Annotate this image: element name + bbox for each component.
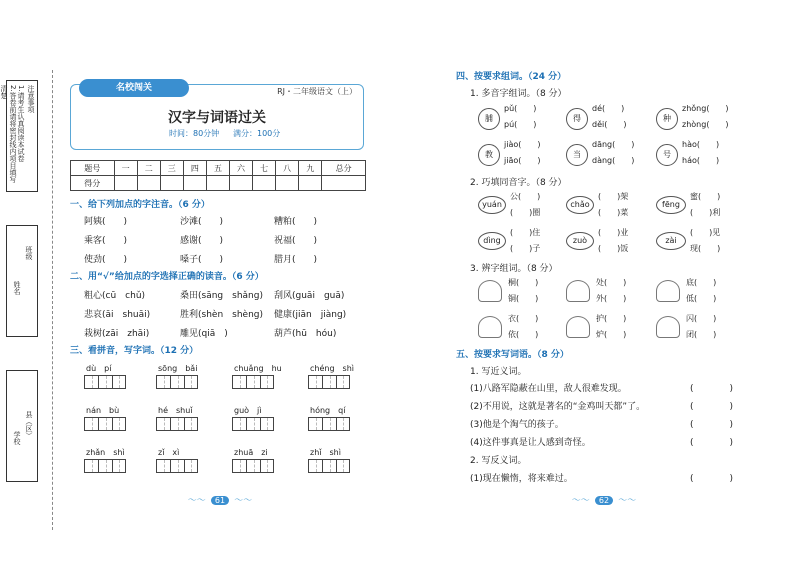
s1-item[interactable]: 阿姨( ) [84,217,128,227]
s1-item[interactable]: 感谢( ) [180,236,224,246]
write-box[interactable] [84,417,126,431]
pinyin-badge: fēng [656,196,686,214]
s5-item: (1)八路军隐蔽在山里，敌人很难发现。 [470,384,627,394]
reading-a[interactable]: zhǒng( ) [682,104,729,113]
pinyin-badge: zuò [566,232,594,250]
score-input[interactable] [299,176,322,191]
blank-a[interactable]: 处( ) [596,278,627,287]
blank-a[interactable]: 桐( ) [508,278,539,287]
blank-b[interactable]: ( )圈 [510,208,541,217]
name-box [6,225,38,337]
blank-a[interactable]: 底( ) [686,278,717,287]
snail-icon [566,316,590,338]
cell: 六 [229,161,252,176]
pinyin-label: chuǎng hu [234,364,282,373]
score-input[interactable] [322,176,366,191]
s5-sub2: 2. 写反义词。 [470,456,527,466]
section-1-title: 一、给下列加点的字注音。（6 分） [70,200,210,210]
pinyin-badge: dìng [478,232,506,250]
cell: 一 [114,161,137,176]
time-label: 时间：80分钟 [169,129,220,138]
reading-b[interactable]: jiāo( ) [504,156,541,165]
char-badge: 教 [478,144,500,166]
write-box[interactable] [308,375,350,389]
s4-sub2: 2. 巧填同音字。（8 分） [470,178,567,188]
score-input[interactable] [253,176,276,191]
write-box[interactable] [156,417,198,431]
write-box[interactable] [232,375,274,389]
blank-b[interactable]: 铜( ) [508,294,539,303]
snail-icon [478,316,502,338]
blank-a[interactable]: 衣( ) [508,314,539,323]
pinyin-label: chéng shì [310,364,354,373]
page-number: 61 [211,496,229,505]
section-3-title: 三、看拼音，写字词。（12 分） [70,346,199,356]
pinyin-label: sōng bǎi [158,364,198,373]
s2-item[interactable]: 粗心(cū chǔ) [84,291,146,301]
write-box[interactable] [232,417,274,431]
s1-item[interactable]: 祝福( ) [274,236,318,246]
char-badge: 得 [566,108,588,130]
blank-a[interactable]: 闪( ) [686,314,717,323]
cell: 五 [206,161,229,176]
s2-item[interactable]: 桑田(sāng shǎng) [180,291,263,301]
s1-item[interactable]: 乘客( ) [84,236,128,246]
pinyin-label: zǐ xì [158,448,180,457]
s5-blank[interactable]: ( ) [690,438,734,448]
school-field[interactable]: 学校 [13,431,21,445]
distinguish-group [478,278,758,348]
blank-b[interactable]: 闭( ) [686,330,717,339]
blank-b[interactable]: 依( ) [508,330,539,339]
class-field[interactable]: 班级 [25,246,33,260]
s5-item: (4)这件事真是让人感到奇怪。 [470,438,591,448]
blank-a[interactable]: 公( ) [510,192,541,201]
char-badge: 脯 [478,108,500,130]
s2-item[interactable]: 刮风(guāi guā) [274,291,345,301]
write-box[interactable] [156,375,198,389]
reading-b[interactable]: háo( ) [682,156,720,165]
char-badge: 号 [656,144,678,166]
score-input[interactable] [206,176,229,191]
s5-blank[interactable]: ( ) [690,402,734,412]
char-badge: 当 [566,144,588,166]
pinyin-badge: zài [656,232,686,250]
cell: 九 [299,161,322,176]
pinyin-badge: yuán [478,196,506,214]
blank-a[interactable]: 蜜( ) [690,192,721,201]
snail-icon [566,280,590,302]
pinyin-badge: chǎo [566,196,594,214]
write-box[interactable] [84,375,126,389]
reading-a[interactable]: hào( ) [682,140,720,149]
page-number-left: 〜〜 61 〜〜 [187,496,253,506]
write-box[interactable] [156,459,198,473]
header-banner [70,84,364,150]
char-badge: 种 [656,108,678,130]
notice-title: 注意事项 [27,85,35,113]
reading-b[interactable]: zhòng( ) [682,120,729,129]
s2-item[interactable]: 栽树(zāi zhāi) [84,329,150,339]
pinyin-label: hé shuǐ [158,406,193,415]
page-title: 汉字与词语过关 [168,110,266,126]
pinyin-row [84,364,384,484]
score-input[interactable] [114,176,137,191]
blank-a[interactable]: 护( ) [596,314,627,323]
blank-a[interactable]: ( )架 [598,192,629,201]
blank-a[interactable]: ( )住 [510,228,541,237]
s2-item[interactable]: 雕见(qiā ) [180,329,228,339]
blank-b[interactable]: 现( ) [690,244,721,253]
blank-b[interactable]: ( )子 [510,244,541,253]
blank-b[interactable]: 炉( ) [596,330,627,339]
s5-blank[interactable]: ( ) [690,474,734,484]
reading-b[interactable]: pú( ) [504,120,537,129]
s2-item[interactable]: 健康(jiān jiàng) [274,310,347,320]
snail-icon [656,280,680,302]
reading-a[interactable]: jiào( ) [504,140,541,149]
write-box[interactable] [308,417,350,431]
page-number: 62 [595,496,613,505]
s1-item[interactable]: 沙滩( ) [180,217,224,227]
pinyin-label: zhǎn shì [86,448,125,457]
name-field[interactable]: 姓名 [13,281,21,295]
polyphone-group [478,104,758,174]
cell: 得分 [71,176,115,191]
school-box [6,370,38,482]
reading-a[interactable]: pǔ( ) [504,104,537,113]
write-box[interactable] [232,459,274,473]
page-number-right: 〜〜 62 〜〜 [571,496,637,506]
write-box[interactable] [308,459,350,473]
s4-sub1: 1. 多音字组词。（8 分） [470,89,567,99]
s1-item[interactable]: 使劲( ) [84,255,128,265]
cell: 二 [137,161,160,176]
score-input[interactable] [276,176,299,191]
edition: RJ・二年级语文（上） [277,87,357,96]
score-input[interactable] [229,176,252,191]
binding-strip [0,80,44,520]
score-input[interactable] [160,176,183,191]
blank-a[interactable]: ( )业 [598,228,629,237]
s5-sub1: 1. 写近义词。 [470,367,527,377]
county-field[interactable]: 县（区） [25,411,33,439]
pinyin-label: nán bù [86,406,120,415]
s2-item[interactable]: 胜利(shèn shèng) [180,310,264,320]
binding-line [52,70,53,530]
pinyin-label: hóng qí [310,406,346,415]
reading-b[interactable]: dàng( ) [592,156,635,165]
reading-a[interactable]: dé( ) [592,104,625,113]
snail-icon [478,280,502,302]
score-input[interactable] [183,176,206,191]
snail-icon [656,316,680,338]
blank-b[interactable]: 低( ) [686,294,717,303]
s5-item: (2)不用说，这就是著名的“金鸡叫天都”了。 [470,402,646,412]
section-5-title: 五、按要求写词语。（8 分） [456,350,569,360]
blank-b[interactable]: ( )菜 [598,208,629,217]
score-input[interactable] [137,176,160,191]
cell: 七 [253,161,276,176]
notice-box [0,80,38,192]
reading-a[interactable]: dāng( ) [592,140,635,149]
cell: 八 [276,161,299,176]
full-score-label: 满分：100分 [233,129,281,138]
section-4-title: 四、按要求组词。（24 分） [456,72,567,82]
cell: 三 [160,161,183,176]
s2-item[interactable]: 葫芦(hū hóu) [274,329,337,339]
s1-item[interactable]: 腊月( ) [274,255,318,265]
homophone-group [478,192,758,262]
s4-sub3: 3. 辨字组词。（8 分） [470,264,558,274]
pinyin-label: dù pí [86,364,112,373]
s2-item[interactable]: 悲哀(āi shuāi) [84,310,151,320]
write-box[interactable] [84,459,126,473]
s1-item[interactable]: 嗓子( ) [180,255,224,265]
brand-pill: 名校闯关 [79,79,189,97]
s5-item: (3)他是个淘气的孩子。 [470,420,564,430]
notice-line: 1.请考生认真阅读本试卷 [17,85,25,162]
s5-blank[interactable]: ( ) [690,384,734,394]
cell: 总分 [322,161,366,176]
s5-item: (1)现在懒惰，将来难过。 [470,474,573,484]
blank-b[interactable]: 外( ) [596,294,627,303]
blank-a[interactable]: ( )见 [690,228,721,237]
blank-b[interactable]: ( )利 [690,208,721,217]
section-2-title: 二、用“√”给加点的字选择正确的读音。（6 分） [70,272,264,282]
score-table [70,160,366,191]
s5-blank[interactable]: ( ) [690,420,734,430]
blank-b[interactable]: ( )饭 [598,244,629,253]
pinyin-label: guò jì [234,406,262,415]
s1-item[interactable]: 糟粕( ) [274,217,318,227]
cell: 题号 [71,161,115,176]
cell: 四 [183,161,206,176]
pinyin-label: zhuā zi [234,448,268,457]
notice-line: 2.答卷前请将密封线内项目填写清楚 [0,85,17,183]
reading-b[interactable]: děi( ) [592,120,627,129]
pinyin-label: zhǐ shì [310,448,341,457]
